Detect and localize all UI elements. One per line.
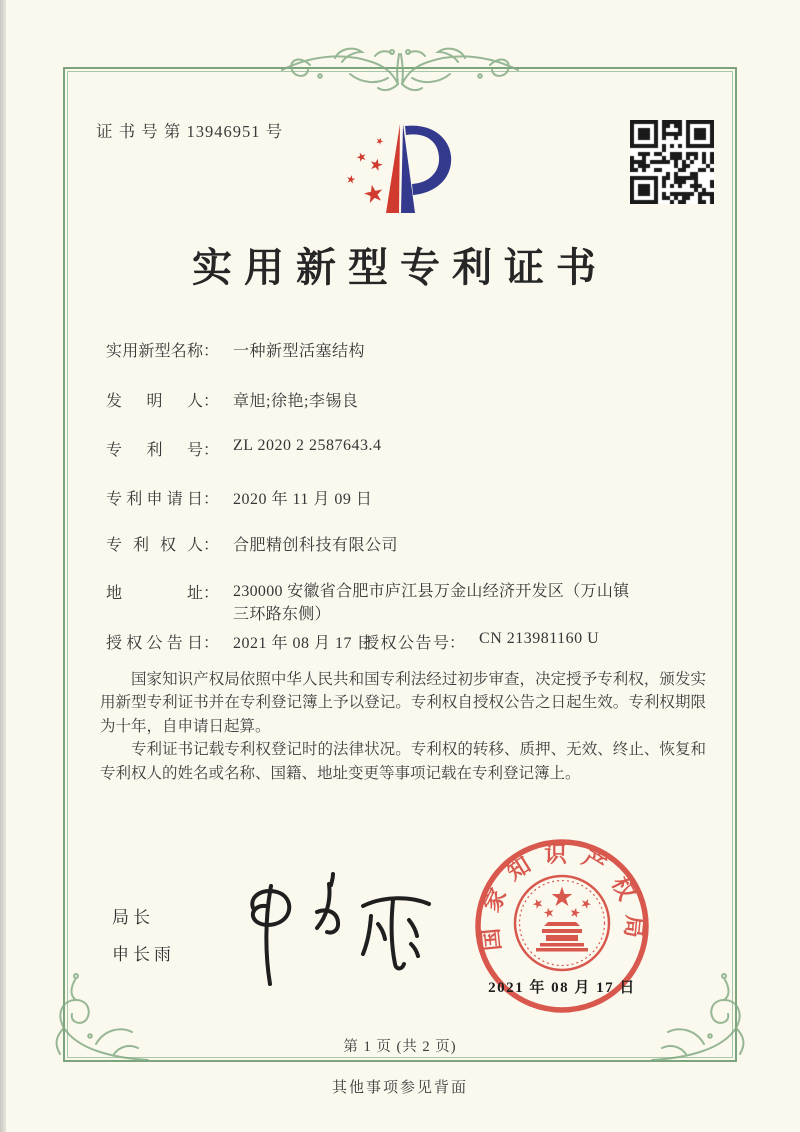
svg-text:★: ★ (549, 882, 575, 913)
cnipa-logo (335, 113, 470, 218)
logo-star-icon: ★ (353, 148, 369, 166)
field-colon: ： (203, 635, 220, 652)
certificate-title: 实用新型专利证书 (192, 245, 608, 290)
field-row-filing-date (106, 486, 372, 509)
field-row-patentee (106, 532, 398, 555)
field-value: 2021 年 08 月 17 日 (233, 635, 374, 652)
field-row-name (106, 338, 365, 361)
certificate-number: 证 书 号 第 13946951 号 (96, 122, 284, 141)
field-value: 230000 安徽省合肥市庐江县万金山经济开发区（万山镇三环路东侧） (233, 583, 630, 623)
field-colon: ： (203, 393, 220, 410)
field-colon: ： (203, 537, 220, 554)
scan-edge (0, 0, 6, 1132)
cnipa-logo-mark-icon (335, 113, 470, 218)
field-value: 2020 年 11 月 09 日 (233, 491, 373, 508)
field-row-grant-date (106, 630, 373, 653)
field-label: 专利号 (106, 442, 203, 459)
legal-text (100, 668, 706, 785)
field-label: 专利权人 (106, 537, 203, 554)
seal-date: 2021 年 08 月 17 日 (488, 980, 636, 996)
field-label: 地址 (106, 585, 203, 602)
page-indicator: 第 1 页 (共 2 页) (343, 1039, 457, 1055)
national-emblem-icon (515, 876, 609, 970)
field-colon: ： (203, 343, 220, 360)
director-title: 局长 (112, 908, 154, 927)
field-row-address (106, 580, 631, 626)
field-row-inventor (106, 388, 358, 411)
field-value: 一种新型活塞结构 (233, 343, 366, 360)
svg-text:★: ★ (577, 895, 595, 914)
svg-text:★: ★ (529, 895, 547, 914)
field-colon: ： (203, 585, 220, 602)
logo-star-icon: ★ (373, 135, 386, 149)
field-value: ZL 2020 2 2587643.4 (233, 437, 382, 454)
legal-paragraph: 国家知识产权局依照中华人民共和国专利法经过初步审查，决定授予专利权，颁发实用新型专利证书并在专利登记簿上予以登记。专利权自授权公告之日起生效。专利权期限为十年，自申请日起算。 (100, 671, 706, 735)
field-colon: ： (449, 635, 466, 652)
field-row-patent-no (106, 437, 381, 460)
qr-code (630, 120, 714, 204)
field-value: 合肥精创科技有限公司 (233, 537, 399, 554)
legal-paragraph: 专利证书记载专利权登记时的法律状况。专利权的转移、质押、无效、终止、恢复和专利权人的姓名或名称、国籍、地址变更等事项记载在专利登记簿上。 (100, 741, 706, 782)
svg-text:★: ★ (567, 904, 583, 923)
logo-star-icon: ★ (360, 178, 388, 210)
field-value: CN 213981160 U (479, 630, 600, 647)
director-name: 申长雨 (112, 945, 175, 964)
back-note: 其他事项参见背面 (331, 1080, 468, 1096)
field-label: 发明人 (106, 393, 203, 410)
seal-agency-text: 国家知识产权局 (476, 841, 648, 952)
director-signature (225, 872, 440, 990)
svg-text:★: ★ (541, 904, 557, 923)
logo-star-icon: ★ (344, 172, 357, 187)
field-value: 章旭;徐艳;李锡良 (233, 393, 359, 410)
field-colon: ： (203, 442, 220, 459)
field-label: 专利申请日 (106, 491, 203, 508)
field-label: 实用新型名称 (106, 343, 203, 360)
field-colon: ： (203, 491, 220, 508)
logo-star-icon: ★ (366, 153, 386, 176)
field-label: 授权公告号 (363, 635, 449, 652)
field-label: 授权公告日 (106, 635, 203, 652)
field-row-grant-no (363, 630, 599, 653)
